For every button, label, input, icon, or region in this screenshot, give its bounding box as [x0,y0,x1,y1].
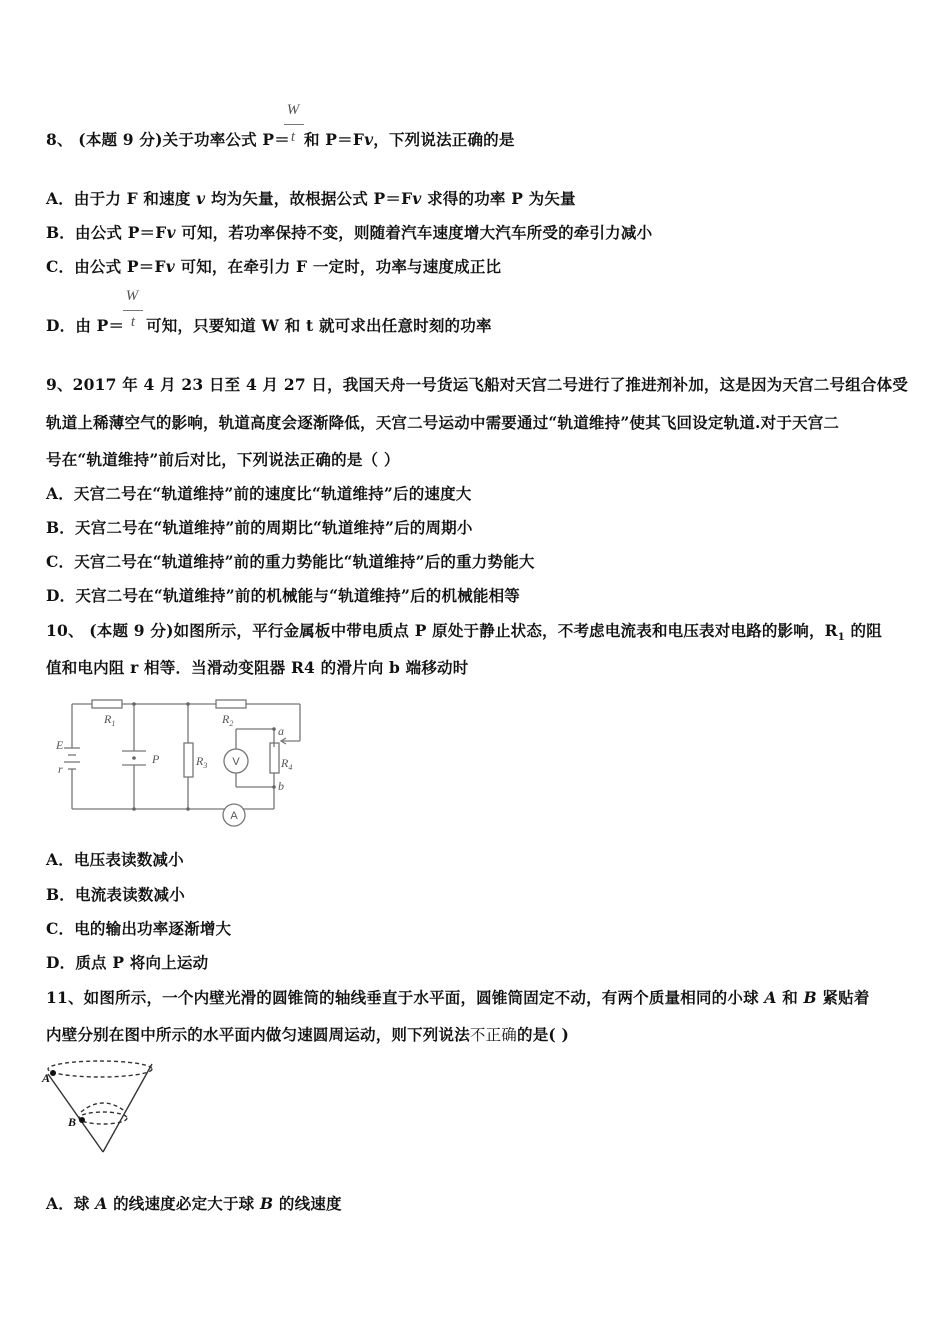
q10-stem-line1: 10、 (本题 9 分)如图所示，平行金属板中带电质点 P 原处于静止状态，不考虑电流表和电压表对电路的影响，$R_1$ 的阻 [46,621,882,644]
q8-option-d-right: 可知，只要知道 W 和 t 就可求出任意时刻的功率 [146,316,492,335]
q8-fraction-denominator: t [290,129,296,145]
q10-option-b: B．电流表读数减小 [46,885,185,904]
q8-stem-right: 和 P＝Fv，下列说法正确的是 [304,130,515,149]
ammeter-label: A [230,810,238,822]
q8-option-c: C．由公式 P＝Fv 可知，在牵引力 F 一定时，功率与速度成正比 [46,257,502,276]
label-a: a [278,724,284,738]
circuit-diagram [50,693,320,833]
q8-stem-left: 8、 (本题 9 分)关于功率公式 P＝ [46,130,290,149]
q8-option-b: B．由公式 P＝Fv 可知，若功率保持不变，则随着汽车速度增大汽车所受的牵引力减小 [46,223,653,242]
cone-label-a: A [42,1071,51,1085]
q11-stem-line1: 11、如图所示，一个内壁光滑的圆锥筒的轴线垂直于水平面，圆锥筒固定不动，有两个质量相同的小球 A 和 B 紧贴着 [46,988,870,1007]
label-P: P [152,752,160,766]
q9-option-a: A．天宫二号在“轨道维持”前的速度比“轨道维持”后的速度大 [46,484,472,503]
q8-fraction-bar [284,124,304,125]
q9-stem-line2: 轨道上稀薄空气的影响，轨道高度会逐渐降低，天宫二号运动中需要通过“轨道维持”使其飞回设定轨道.对于天宫二 [46,413,840,432]
label-R1: $R_1$ [104,712,116,728]
q10-option-a: A．电压表读数减小 [46,850,184,869]
q11-stem-line2: 内壁分别在图中所示的水平面内做匀速圆周运动，则下列说法不正确的是( ) [46,1025,570,1044]
q8-fraction-numerator: W [286,102,300,118]
q9-option-c: C．天宫二号在“轨道维持”前的重力势能比“轨道维持”后的重力势能大 [46,552,535,571]
label-r: r [58,762,63,776]
q10-stem-line2: 值和电内阻 r 相等．当滑动变阻器 R4 的滑片向 b 端移动时 [46,658,469,677]
q9-option-d: D．天宫二号在“轨道维持”前的机械能与“轨道维持”后的机械能相等 [46,586,521,605]
q11-option-a: A．球 A 的线速度必定大于球 B 的线速度 [46,1194,342,1213]
voltmeter-label: V [232,756,240,768]
q9-stem-line3: 号在“轨道维持”前后对比，下列说法正确的是（ ） [46,450,400,469]
q8-option-d-left: D．由 P＝ [46,316,125,335]
label-R4: $R_4$ [281,756,293,772]
q8d-fraction-numerator: W [125,288,139,304]
cone-label-b: B [68,1115,77,1129]
q9-stem-line1: 9、2017 年 4 月 23 日至 4 月 27 日，我国天舟一号货运飞船对天宫二号进行了推进剂补加，这是因为天宫二号组合体受 [46,375,909,394]
label-R2: $R_2$ [222,712,234,728]
label-R3: $R_3$ [196,754,208,770]
q8-option-a: A．由于力 F 和速度 v 均为矢量，故根据公式 P＝Fv 求得的功率 P 为矢量 [46,189,576,208]
q10-option-c: C．电的输出功率逐渐增大 [46,919,232,938]
label-b: b [278,779,284,793]
q8d-fraction-bar [123,310,143,311]
q8d-fraction-denominator: t [130,314,136,330]
cone-diagram [40,1052,160,1162]
q10-option-d: D．质点 P 将向上运动 [46,953,209,972]
label-E: E [56,738,64,752]
q9-option-b: B．天宫二号在“轨道维持”前的周期比“轨道维持”后的周期小 [46,518,473,537]
